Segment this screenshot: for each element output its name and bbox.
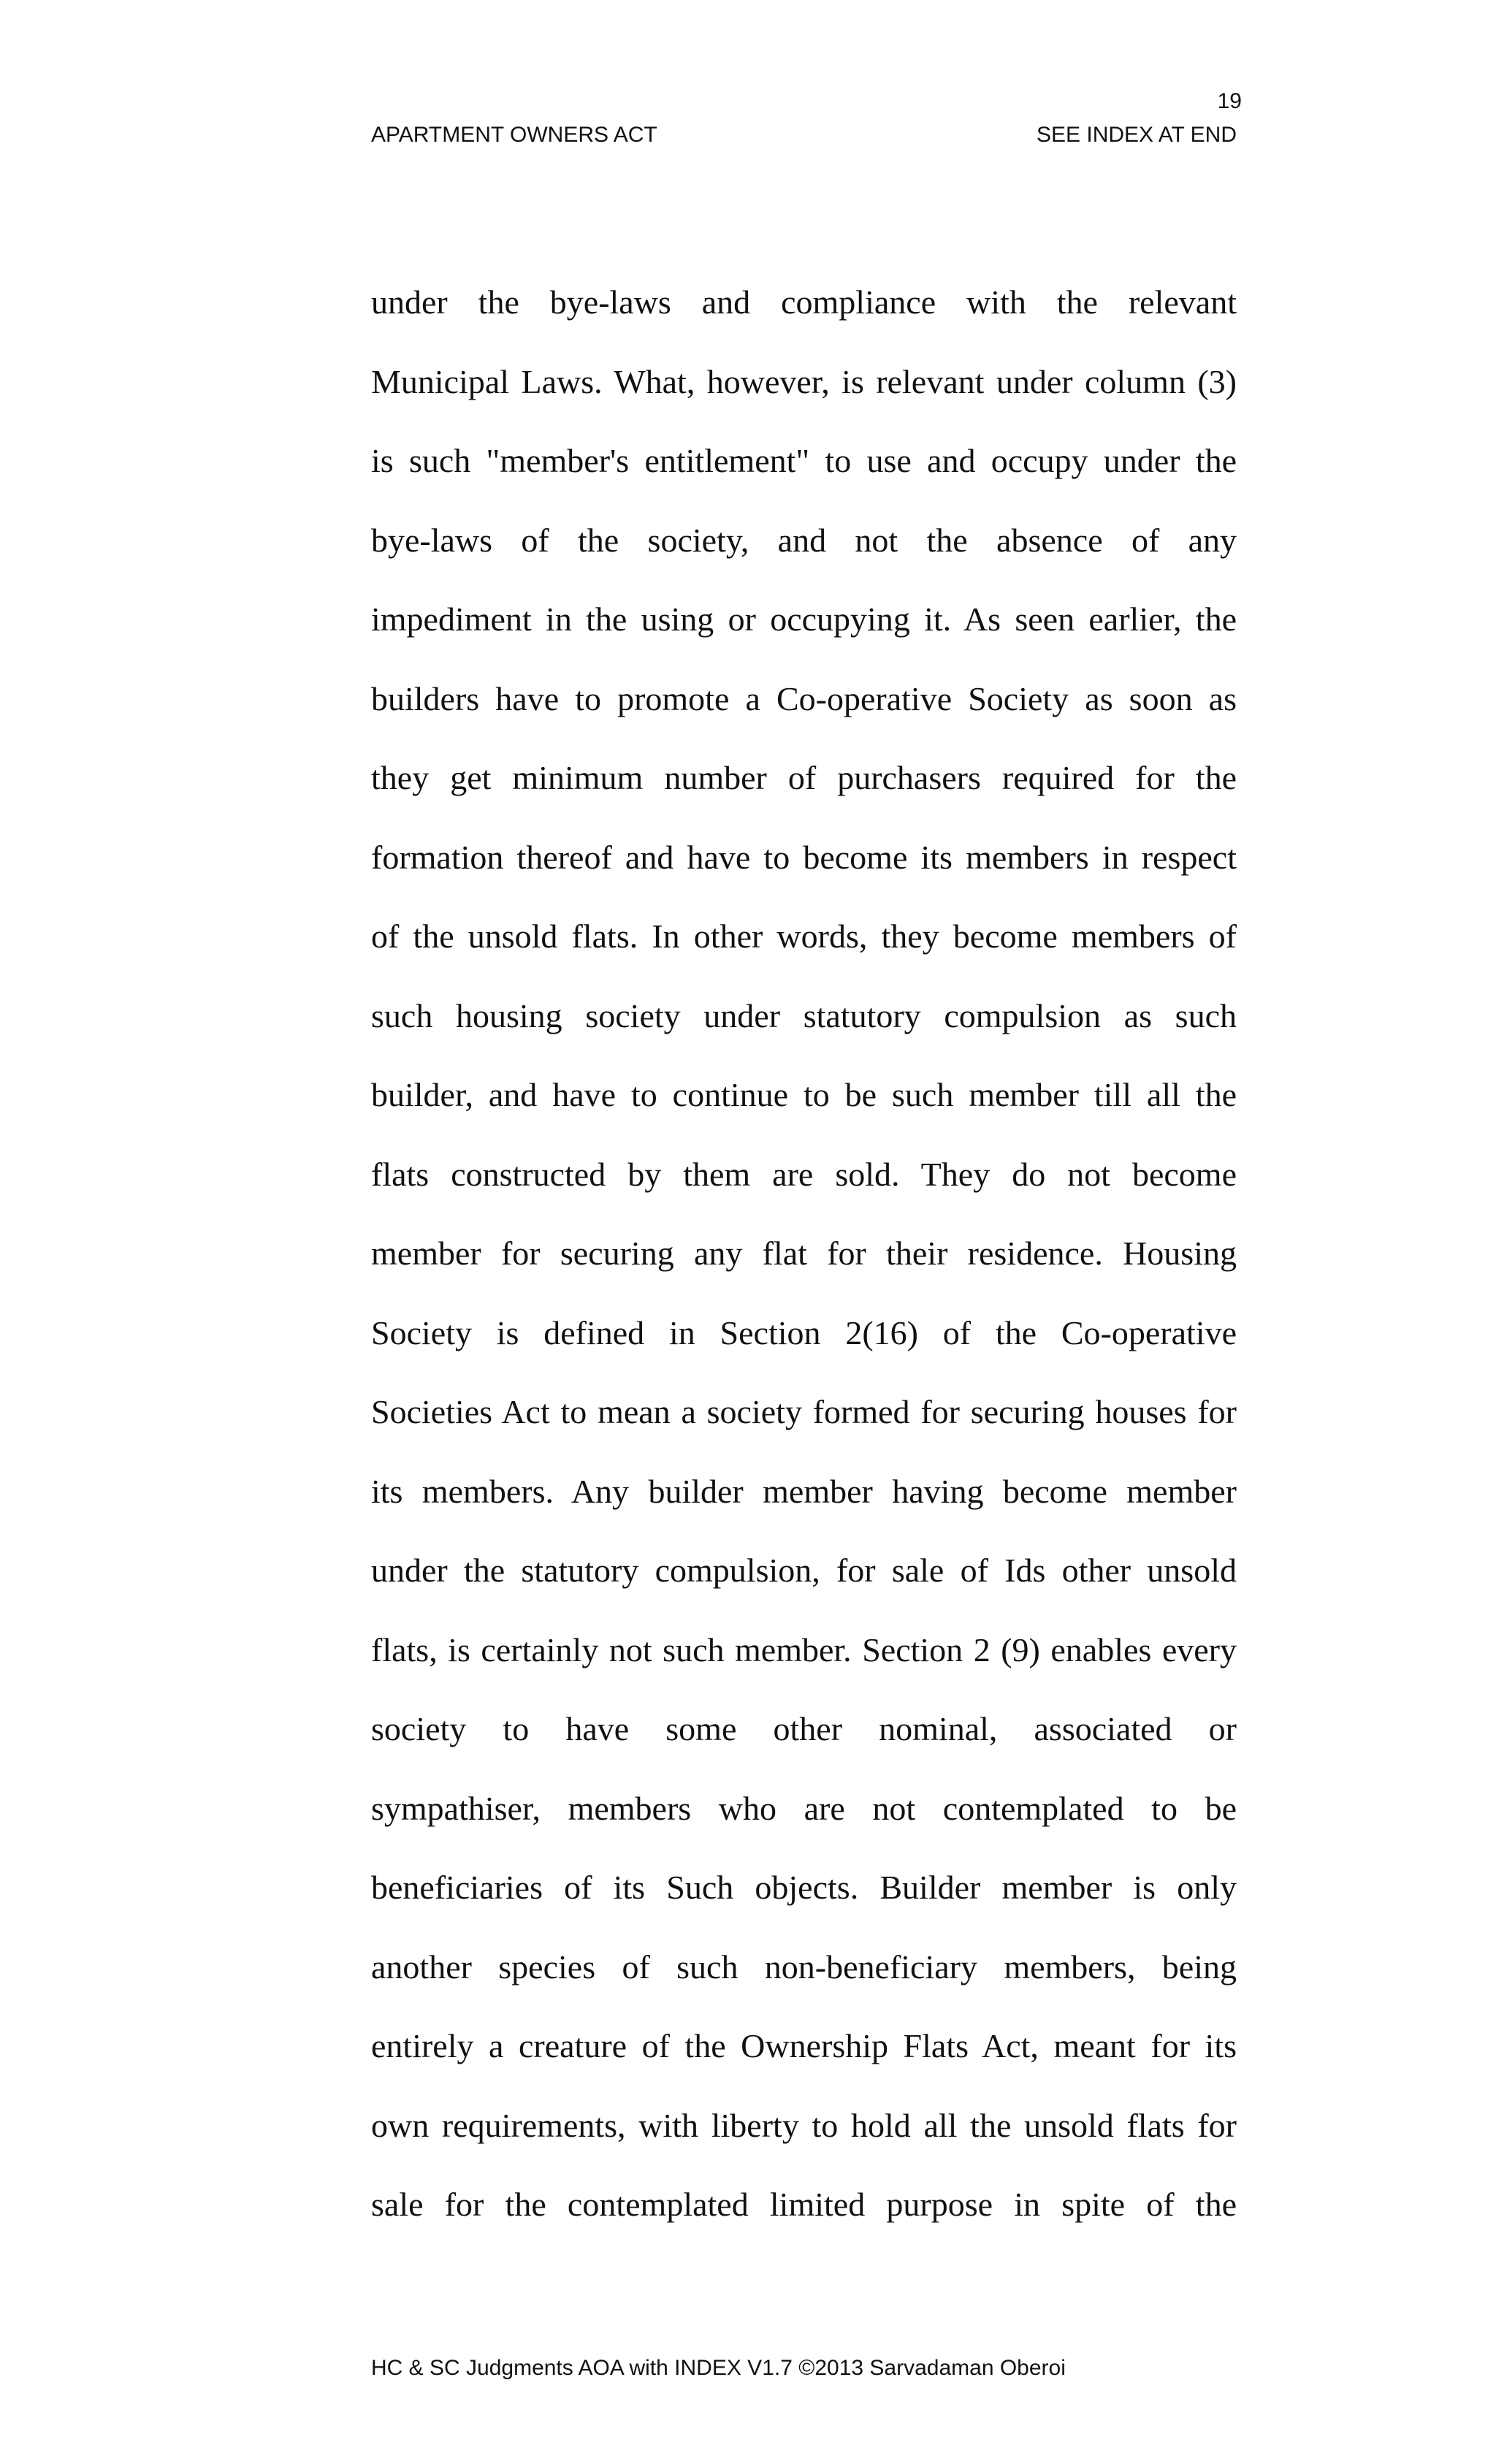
text-line: sympathiser, members who are not contemplated to be [371, 1789, 1237, 1827]
text-line: its members. Any builder member having become member [371, 1472, 1237, 1510]
text-line: flats, is certainly not such member. Section 2 (9) enables every [371, 1630, 1237, 1668]
text-line: sale for the contemplated limited purpose in spite of the [371, 2186, 1237, 2223]
text-line: entirely a creature of the Ownership Flats Act, meant for its [371, 2027, 1237, 2064]
text-line: own requirements, with liberty to hold all the unsold flats for [371, 2106, 1237, 2144]
text-line: builders have to promote a Co-operative Society as soon as [371, 679, 1237, 717]
text-line: flats constructed by them are sold. They do not become [371, 1155, 1237, 1193]
text-line: under the bye-laws and compliance with the relevant [371, 283, 1237, 321]
text-line: another species of such non-beneficiary members, being [371, 1948, 1237, 1986]
header-title: APARTMENT OWNERS ACT [371, 123, 657, 147]
text-line: Municipal Laws. What, however, is relevant under column (3) [371, 362, 1237, 400]
running-header [371, 123, 1237, 148]
page-number: 19 [1217, 89, 1242, 113]
text-line: society to have some other nominal, associated or [371, 1710, 1237, 1747]
text-line: is such "member's entitlement" to use and occupy under the [371, 442, 1237, 479]
text-line: builder, and have to continue to be such member till all the [371, 1076, 1237, 1113]
text-line: they get minimum number of purchasers required for the [371, 759, 1237, 796]
text-line: of the unsold flats. In other words, they become members of [371, 918, 1237, 955]
text-line: under the statutory compulsion, for sale of Ids other unsold [371, 1552, 1237, 1589]
text-line: formation thereof and have to become its members in respect [371, 838, 1237, 876]
header-index-note: SEE INDEX AT END [1037, 123, 1237, 147]
text-line: such housing society under statutory compulsion as such [371, 996, 1237, 1034]
text-line: member for securing any flat for their residence. Housing [371, 1235, 1237, 1272]
text-line: beneficiaries of its Such objects. Builder member is only [371, 1869, 1237, 1906]
text-line: impediment in the using or occupying it. As seen earlier, the [371, 600, 1237, 638]
body-paragraph [371, 263, 1237, 2245]
page-footer: HC & SC Judgments AOA with INDEX V1.7 ©2013 Sarvadaman Oberoi [371, 2356, 1066, 2380]
text-line: Societies Act to mean a society formed for securing houses for [371, 1393, 1237, 1430]
text-line: bye-laws of the society, and not the absence of any [371, 521, 1237, 559]
text-line: Society is defined in Section 2(16) of the Co-operative [371, 1313, 1237, 1351]
